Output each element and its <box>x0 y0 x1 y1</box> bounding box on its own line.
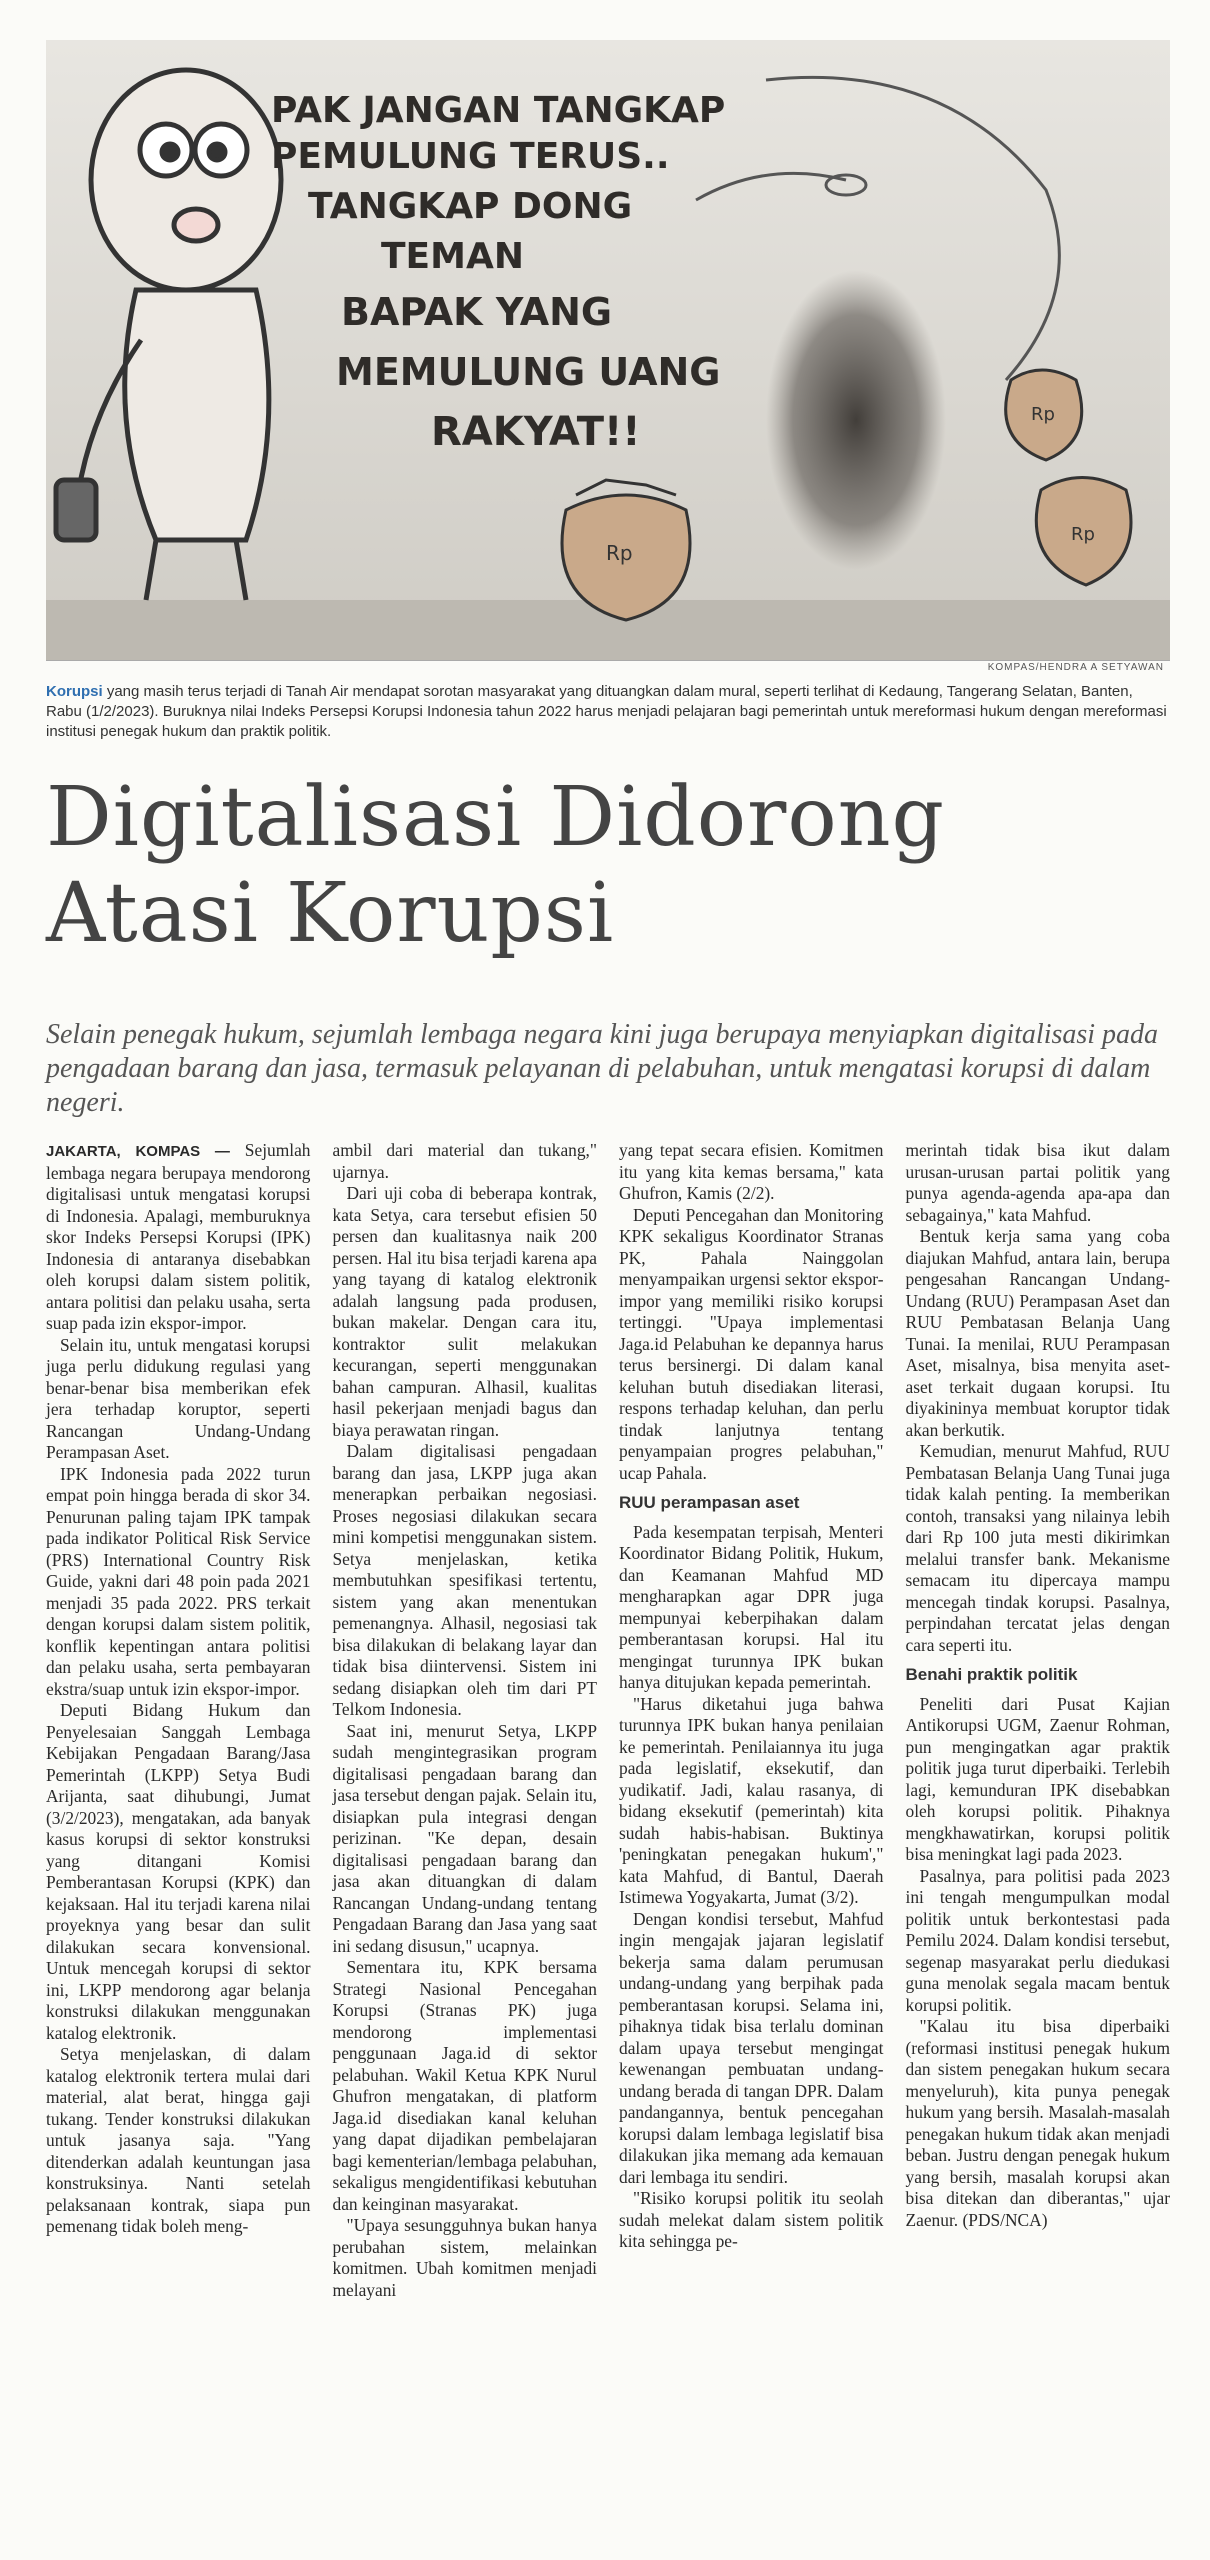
mural-line-2: PEMULUNG TERUS.. <box>271 136 670 177</box>
paragraph: Kemudian, menurut Mahfud, RUU Pembatasan Belanja Uang Tunai juga tidak kalah penting. Ia memberikan contoh, transaksi yang nilainya lebih dari Rp 100 juta mesti dikirimkan melalui transfer bank. Mekanisme semacam itu dipercaya mampu mencegah tindak korupsi. Pasalnya, perpindahan tercatat jelas dengan cara seperti itu. <box>905 1441 1170 1655</box>
paragraph: JAKARTA, KOMPAS — Sejumlah lembaga negara berupaya mendorong digitalisasi untuk mengatasi korupsi di Indonesia. Apalagi, memburuknya skor Indeks Persepsi Korupsi (IPK) Indonesia di antaranya disebabkan oleh korupsi dalam sistem politik, antara politisi dan pelaku usaha, serta suap pada izin ekspor-impor. <box>46 1140 311 1333</box>
paragraph: merintah tidak bisa ikut dalam urusan-urusan partai politik yang punya agenda-agenda apa-apa dan sebagainya," kata Mahfud. <box>905 1140 1170 1225</box>
caption-text: yang masih terus terjadi di Tanah Air mendapat sorotan masyarakat yang dituangkan dalam mural, seperti terlihat di Kedaung, Tangerang Selatan, Banten, Rabu (1/2/2023). Buruknya nilai Indeks Persepsi Korupsi Indonesia tahun 2022 harus menjadi pelajaran bagi pemerintah untuk mereformasi hukum dengan mereformasi institusi penegak hukum dan praktik politik. <box>46 683 1167 740</box>
paragraph: Deputi Bidang Hukum dan Penyelesaian Sanggah Lembaga Kebijakan Pengadaan Barang/Jasa Pemerintah (LKPP) Setya Budi Arijanta, saat dihubungi, Jumat (3/2/2023), mengatakan, ada banyak kasus korupsi di sektor konstruksi yang ditangani Komisi Pemberantasan Korupsi (KPK) dan kejaksaan. Hal itu terjadi karena nilai proyeknya yang besar dan sulit dilakukan secara konvensional. Untuk mencegah korupsi di sektor ini, LKPP mendorong agar belanja konstruksi dilakukan menggunakan katalog elektronik. <box>46 1700 311 2043</box>
subheading-ruu: RUU perampasan aset <box>619 1493 800 1512</box>
caption-lead: Korupsi <box>46 683 103 700</box>
mural-line-1: PAK JANGAN TANGKAP <box>271 90 726 131</box>
paragraph: IPK Indonesia pada 2022 turun empat poin hingga berada di skor 34. Penurunan paling tajam IPK tampak pada indikator Political Risk Service (PRS) International Country Risk Guide, yakni dari 48 poin pada 2021 menjadi 35 pada 2022. PRS terkait dengan korupsi dalam sistem politik, konflik kepentingan antara politisi dan pelaku usaha, serta pembayaran ekstra/suap untuk izin ekspor-impor. <box>46 1463 311 1699</box>
paragraph: Deputi Pencegahan dan Monitoring KPK sekaligus Koordinator Stranas PK, Pahala Nainggolan menyampaikan urgensi sektor ekspor-impor yang memiliki risiko korupsi tertinggi. "Upaya implementasi Jaga.id Pelabuhan ke depannya harus terus bersinergi. Di dalam kanal keluhan butuh disediakan literasi, respons terhadap keluhan, dan perlu tindak lanjutnya tentang penyampaian progres pelabuhan," ucap Pahala. <box>619 1204 884 1483</box>
mural-line-7: RAKYAT!! <box>431 409 641 455</box>
article-column-1 <box>46 1140 311 2540</box>
mural-line-4: TEMAN <box>381 236 524 277</box>
subheading-politik: Benahi praktik politik <box>905 1665 1078 1684</box>
paragraph: yang tepat secara efisien. Komitmen itu yang kita kemas bersama," kata Ghufron, Kamis (2/2). <box>619 1140 884 1203</box>
paragraph: Pasalnya, para politisi pada 2023 ini tengah mengumpulkan modal politik untuk berkontestasi pada Pemilu 2024. Dalam kondisi tersebut, segenap masyarakat perlu diedukasi guna menolak segala macam bentuk korupsi politik. <box>905 1865 1170 2015</box>
paragraph: "Upaya sesungguhnya bukan hanya perubahan sistem, melainkan komitmen. Ubah komitmen menjadi melayani <box>332 2215 597 2300</box>
headline-line-1: Digitalisasi Didorong <box>46 770 946 865</box>
paragraph: Dengan kondisi tersebut, Mahfud ingin mengajak jajaran legislatif bekerja sama dalam perumusan undang-undang yang berpihak pada pemberantasan korupsi. Selama ini, pihaknya tidak bisa terlalu dominan dalam upaya tersebut mengingat kewenangan pembuatan undang-undang berada di tangan DPR. Dalam pandangannya, bentuk pencegahan korupsi dalam lembaga legislatif bisa dilakukan jika memang ada kemauan dari lembaga itu sendiri. <box>619 1908 884 2187</box>
paragraph: ambil dari material dan tukang," ujarnya. <box>332 1140 597 1182</box>
paragraph: Dari uji coba di beberapa kontrak, kata Setya, cara tersebut efisien 50 persen dan kualitasnya naik 200 persen. Hal itu bisa terjadi karena apa yang tayang di katalog elektronik adalah langsung pada produsen, bukan makelar. Dengan cara itu, kontraktor sulit melakukan kecurangan, seperti menggunakan bahan campuran. Alhasil, kualitas hasil pekerjaan menjadi bagus dan biaya perawatan ringan. <box>332 1183 597 1440</box>
photo-credit: KOMPAS/HENDRA A SETYAWAN <box>987 662 1164 673</box>
paragraph: Saat ini, menurut Setya, LKPP sudah mengintegrasikan program digitalisasi pengadaan barang dan jasa tersebut dengan pajak. Selain itu, disiapkan pula integrasi dengan perizinan. "Ke depan, desain digitalisasi pengadaan barang dan jasa akan dituangkan di dalam Rancangan Undang-undang tentang Pengadaan Barang dan Jasa yang saat ini sedang disusun," ucapnya. <box>332 1720 597 1956</box>
mural-illustration <box>46 40 1170 660</box>
paragraph: Peneliti dari Pusat Kajian Antikorupsi UGM, Zaenur Rohman, pun mengingatkan agar praktik politik juga turut diperbaiki. Terlebih lagi, kemunduran IPK disebabkan oleh korupsi politik. Pihaknya mengkhawatirkan, korupsi politik bisa meningkat lagi pada 2023. <box>905 1693 1170 1864</box>
paragraph: Sementara itu, KPK bersama Strategi Nasional Pencegahan Korupsi (Stranas PK) juga mendorong implementasi penggunaan Jaga.id di sektor pelabuhan. Wakil Ketua KPK Nurul Ghufron mengatakan, di platform Jaga.id disediakan kanal keluhan yang dapat dijadikan pembelajaran bagi kementerian/lembaga pelabuhan, sekaligus mengidentifikasi kebutuhan dan keinginan masyarakat. <box>332 1957 597 2214</box>
mural-line-3: TANGKAP DONG <box>308 186 633 227</box>
mural-photo <box>46 40 1170 661</box>
paragraph: Dalam digitalisasi pengadaan barang dan jasa, LKPP juga akan menerapkan perbaikan negosiasi. Proses negosiasi dilakukan secara mini kompetisi menggunakan sistem. Setya menjelaskan, ketika membutuhkan spesifikasi tertentu, sistem yang akan menentukan pemenangnya. Alhasil, negosiasi tak bisa dilakukan di belakang layar dan tidak bisa diintervensi. Sistem ini sedang disiapkan oleh tim dari PT Telkom Indonesia. <box>332 1441 597 1719</box>
article-body <box>46 1140 1170 2540</box>
paragraph: "Harus diketahui juga bahwa turunnya IPK bukan hanya penilaian ke pemerintah. Penilaiannya itu juga pada legislatif, eksekutif, dan yudikatif. Jadi, kalau rasanya, di bidang eksekutif (pemerintah) kita sudah habis-habisan. Buktinya 'peningkatan penegakan hukum'," kata Mahfud, di Bantul, Daerah Istimewa Yogyakarta, Jumat (3/2). <box>619 1693 884 1907</box>
headline <box>46 770 1170 962</box>
headline-line-2: Atasi Korupsi <box>46 866 615 961</box>
mural-line-5: BAPAK YANG <box>341 290 613 334</box>
article-column-3 <box>619 1140 884 2540</box>
svg-text:Rp: Rp <box>606 541 633 565</box>
mural-line-6: MEMULUNG UANG <box>336 350 721 394</box>
paragraph: Pada kesempatan terpisah, Menteri Koordinator Bidang Politik, Hukum, dan Keamanan Mahfud MD mengharapkan agar DPR juga mempunyai keberpihakan dalam pemberantasan korupsi. Hal itu mengingat turunnya IPK bukan hanya ditujukan kepada pemerintah. <box>619 1521 884 1692</box>
svg-text:Rp: Rp <box>1071 524 1095 545</box>
photo-caption <box>46 682 1170 742</box>
paragraph: Bentuk kerja sama yang coba diajukan Mahfud, antara lain, berupa pengesahan Rancangan Undang-Undang (RUU) Perampasan Aset dan RUU Pembatasan Belanja Uang Tunai. Ia menilai, RUU Perampasan Aset, misalnya, bisa menyita aset-aset terkait dugaan korupsi. Itu diyakininya membuat koruptor tidak akan berkutik. <box>905 1226 1170 1440</box>
paragraph: "Kalau itu bisa diperbaiki (reformasi institusi penegak hukum dan sistem penegakan hukum secara menyeluruh), kita punya penegak hukum yang bersih. Masalah-masalah penegakan hukum tidak akan menjadi beban. Justru dengan penegak hukum yang bersih, masalah korupsi akan bisa ditekan dan diberantas," ujar Zaenur. (PDS/NCA) <box>905 2016 1170 2230</box>
svg-text:Rp: Rp <box>1031 404 1055 425</box>
article-column-2 <box>333 1140 598 2540</box>
article-column-4 <box>906 1140 1171 2540</box>
article-deck: Selain penegak hukum, sejumlah lembaga negara kini juga berupaya menyiapkan digitalisasi pada pengadaan barang dan jasa, termasuk pelayanan di pelabuhan, untuk mengatasi korupsi di dalam negeri. <box>46 1019 1159 1118</box>
paragraph: Setya menjelaskan, di dalam katalog elektronik tertera mulai dari material, alat berat, hingga gaji tukang. Tender konstruksi dilakukan untuk jasanya saja. "Yang ditenderkan adalah keuntungan jasa konstruksinya. Nanti setelah pelaksanaan kontrak, siapa pun pemenang tidak boleh meng- <box>46 2044 311 2236</box>
dateline: JAKARTA, KOMPAS — <box>46 1143 230 1160</box>
paragraph: "Risiko korupsi politik itu seolah sudah melekat dalam sistem politik kita sehingga pe- <box>619 2188 884 2251</box>
paragraph: Selain itu, untuk mengatasi korupsi juga perlu didukung regulasi yang benar-benar bisa memberikan efek jera terhadap koruptor, seperti Rancangan Undang-Undang Perampasan Aset. <box>46 1334 311 1462</box>
